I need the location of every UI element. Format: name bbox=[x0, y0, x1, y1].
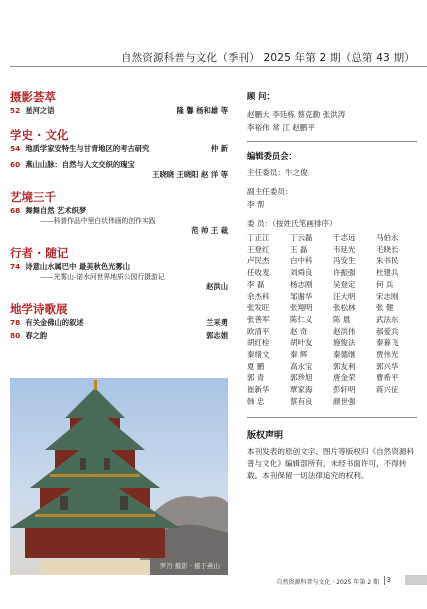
editorial-member: 王 磊 bbox=[290, 244, 308, 254]
editorial-member: 于志远 bbox=[333, 233, 356, 242]
toc-article-title: 有关金佛山的叙述 bbox=[25, 318, 84, 327]
toc-entry[interactable] bbox=[10, 318, 228, 328]
editorial-member: 秦 辉 bbox=[290, 350, 308, 360]
advisors-line: 赵鹏大 李廷栋 蔡克勤 张洪涛 bbox=[247, 110, 346, 119]
toc-article-title: 诗意山水属巴中 最美秋色光雾山 bbox=[25, 262, 131, 271]
toc-article-title: 舞舞自然 艺术织梦 bbox=[25, 206, 87, 215]
section-divider bbox=[247, 141, 417, 142]
toc-page-number: 52 bbox=[10, 106, 21, 115]
toc-section-title: 地学诗歌展 bbox=[10, 302, 68, 316]
toc-entry[interactable] bbox=[10, 206, 228, 236]
editorial-member: 邹谢华 bbox=[290, 291, 313, 301]
toc-section-title: 艺境三千 bbox=[10, 190, 56, 204]
editorial-member: 高永宝 bbox=[290, 361, 313, 371]
editorial-member: 毛晓长 bbox=[376, 244, 399, 254]
toc-article-subtitle: ——光雾山-诺水河世界地质公园行摄游记 bbox=[40, 273, 165, 281]
toc-page-number: 60 bbox=[10, 160, 21, 169]
editorial-member: 胡红栓 bbox=[247, 338, 270, 348]
editorial-member: 丁正江 bbox=[247, 233, 270, 242]
toc-page-number: 80 bbox=[10, 331, 21, 340]
toc-page-number: 78 bbox=[10, 318, 21, 327]
toc-author: 仲 新 bbox=[210, 144, 228, 153]
toc-page-number: 54 bbox=[10, 144, 21, 153]
editorial-vice-label: 副主任委员： bbox=[247, 187, 293, 196]
page-number: 3 bbox=[386, 576, 391, 584]
toc-author: 王晓晓 王晓阳 赵 洋 等 bbox=[152, 170, 228, 179]
editorial-member: 杜建兵 bbox=[376, 268, 399, 278]
toc-article-title: 星河之语 bbox=[25, 106, 55, 115]
toc-entry[interactable] bbox=[10, 144, 228, 154]
editorial-member: 崔新华 bbox=[247, 385, 270, 395]
editorial-member: 郭 青 bbox=[247, 373, 265, 383]
editorial-member: 汪大明 bbox=[333, 291, 356, 301]
editorial-member: 贾伟光 bbox=[376, 350, 399, 360]
editorial-member: 张发旺 bbox=[247, 303, 270, 313]
toc-article-subtitle: ——科普作品中里白状伟画的创作实践 bbox=[40, 217, 156, 225]
toc-author: 隆 馨 杨和雄 等 bbox=[176, 106, 228, 115]
editorial-member: 许振强 bbox=[333, 268, 356, 278]
editorial-member: 唐金荣 bbox=[333, 373, 356, 383]
toc-author: 范 帅 王 裁 bbox=[191, 226, 228, 235]
editorial-member: 秦暮飞 bbox=[376, 338, 399, 348]
toc-section-title: 学史 · 文化 bbox=[10, 128, 69, 142]
toc-author: 兰采勇 bbox=[206, 318, 228, 327]
editorial-member: 陈仁义 bbox=[290, 314, 313, 324]
editorial-member: 曹希平 bbox=[376, 373, 399, 383]
editorial-member: 欧清平 bbox=[247, 326, 270, 336]
editorial-member: 张翔明 bbox=[290, 303, 313, 313]
photo-caption: 罗丹 摄影 · 摄于燕山 bbox=[159, 562, 220, 570]
editorial-member: 丁云磊 bbox=[290, 233, 313, 242]
editorial-vice-name: 李 帮 bbox=[247, 200, 265, 209]
editorial-member: 朱书民 bbox=[376, 256, 399, 266]
editorial-member: 蒋兴征 bbox=[376, 385, 399, 395]
footer-tab bbox=[405, 575, 427, 585]
toc-entry[interactable] bbox=[10, 106, 228, 116]
toc-entry[interactable] bbox=[10, 262, 228, 292]
toc-section-title: 行者 · 随记 bbox=[10, 246, 69, 260]
editorial-member: 何 兵 bbox=[376, 279, 394, 289]
editorial-member: 李 磊 bbox=[247, 279, 265, 289]
footer-journal: 自然资源科普与文化 · 2025 年第 2 期 bbox=[276, 579, 379, 586]
editorial-member: 宋志刚 bbox=[376, 291, 399, 301]
editorial-member: 韦延光 bbox=[333, 244, 356, 254]
editorial-member: 郭珍旭 bbox=[290, 373, 313, 383]
editorial-member: 颜世强 bbox=[333, 396, 356, 406]
editorial-member: 王登红 bbox=[247, 244, 270, 254]
editorial-member: 覃家海 bbox=[290, 385, 313, 395]
editorial-member: 夏 鹏 bbox=[247, 361, 265, 371]
editorial-members-list bbox=[247, 232, 417, 408]
table-of-contents bbox=[10, 90, 228, 341]
copyright-text: 本刊发表的原创文字、图片等版权归《自然资源科普与文化》编辑部所有，未经书面许可，不得转载。本刊保留一切法律追究的权利。 bbox=[247, 446, 415, 481]
editorial-member: 施俊法 bbox=[333, 338, 356, 348]
editorial-member: 卢民杰 bbox=[247, 256, 270, 266]
editorial-member: 郝爱兵 bbox=[376, 326, 399, 336]
toc-article-title: 地质学家安特生与甘青地区的考古研究 bbox=[25, 144, 150, 153]
toc-page-number: 74 bbox=[10, 262, 21, 271]
toc-entry[interactable] bbox=[10, 160, 228, 180]
toc-author: 赵洪山 bbox=[206, 282, 228, 291]
editorial-member: 余杰科 bbox=[247, 291, 270, 301]
editorial-member: 张善军 bbox=[247, 314, 270, 324]
editorial-member: 胡叶友 bbox=[290, 338, 313, 348]
editorial-chair: 主任委员：牛之俊 bbox=[247, 168, 308, 177]
editorial-board-heading: 编辑委员会： bbox=[247, 151, 297, 161]
pavilion-photo bbox=[10, 378, 228, 575]
toc-author: 郭志娟 bbox=[206, 331, 228, 340]
copyright-title: 版权声明 bbox=[247, 430, 284, 441]
editorial-member: 张 健 bbox=[376, 303, 394, 313]
editorial-member: 张松林 bbox=[333, 303, 356, 313]
editorial-member bbox=[376, 396, 417, 408]
toc-entry[interactable] bbox=[10, 331, 228, 341]
editorial-member: 刘舜良 bbox=[290, 268, 313, 278]
editorial-member: 吴登定 bbox=[333, 279, 356, 289]
editorial-member: 白中科 bbox=[290, 256, 313, 266]
editorial-member: 陈 晨 bbox=[333, 314, 351, 324]
editorial-member: 杨志刚 bbox=[290, 279, 313, 289]
editorial-member: 郭兴华 bbox=[376, 361, 399, 371]
editorial-member: 冯安生 bbox=[333, 256, 356, 266]
journal-issue-title: 自然资源科普与文化（季刊） 2025 年第 2 期（总第 43 期） bbox=[120, 52, 415, 64]
page-header bbox=[0, 0, 427, 68]
editorial-member: 武法东 bbox=[376, 314, 399, 324]
advisors-heading: 顾 问： bbox=[247, 91, 275, 101]
advisors-line: 李裕伟 常 江 赵鹏平 bbox=[247, 123, 315, 132]
editorial-member: 赵洪伟 bbox=[333, 326, 356, 336]
editorial-member: 秦德继 bbox=[333, 350, 356, 360]
toc-article-title: 燕山山脉：自然与人文交织的瑰宝 bbox=[25, 160, 135, 169]
editorial-member: 马伯永 bbox=[376, 233, 399, 242]
editorial-member: 蔡有良 bbox=[290, 396, 313, 406]
editorial-member: 赵 奇 bbox=[290, 326, 308, 336]
editorial-member: 任收麦 bbox=[247, 268, 270, 278]
toc-page-number: 68 bbox=[10, 206, 21, 215]
section-divider bbox=[247, 417, 417, 418]
toc-article-title: 春之韵 bbox=[25, 331, 48, 340]
editorial-members-label: 委 员：（按姓氏笔画排序） bbox=[247, 219, 337, 228]
masthead-column bbox=[247, 90, 417, 482]
editorial-member: 秦绪文 bbox=[247, 350, 270, 360]
editorial-member: 郭友利 bbox=[333, 361, 356, 371]
editorial-member: 彭轩明 bbox=[333, 385, 356, 395]
editorial-member: 韩 忠 bbox=[247, 396, 265, 406]
footer-divider bbox=[384, 576, 385, 585]
header-divider bbox=[10, 66, 427, 67]
toc-section-title: 摄影荟萃 bbox=[10, 90, 56, 104]
